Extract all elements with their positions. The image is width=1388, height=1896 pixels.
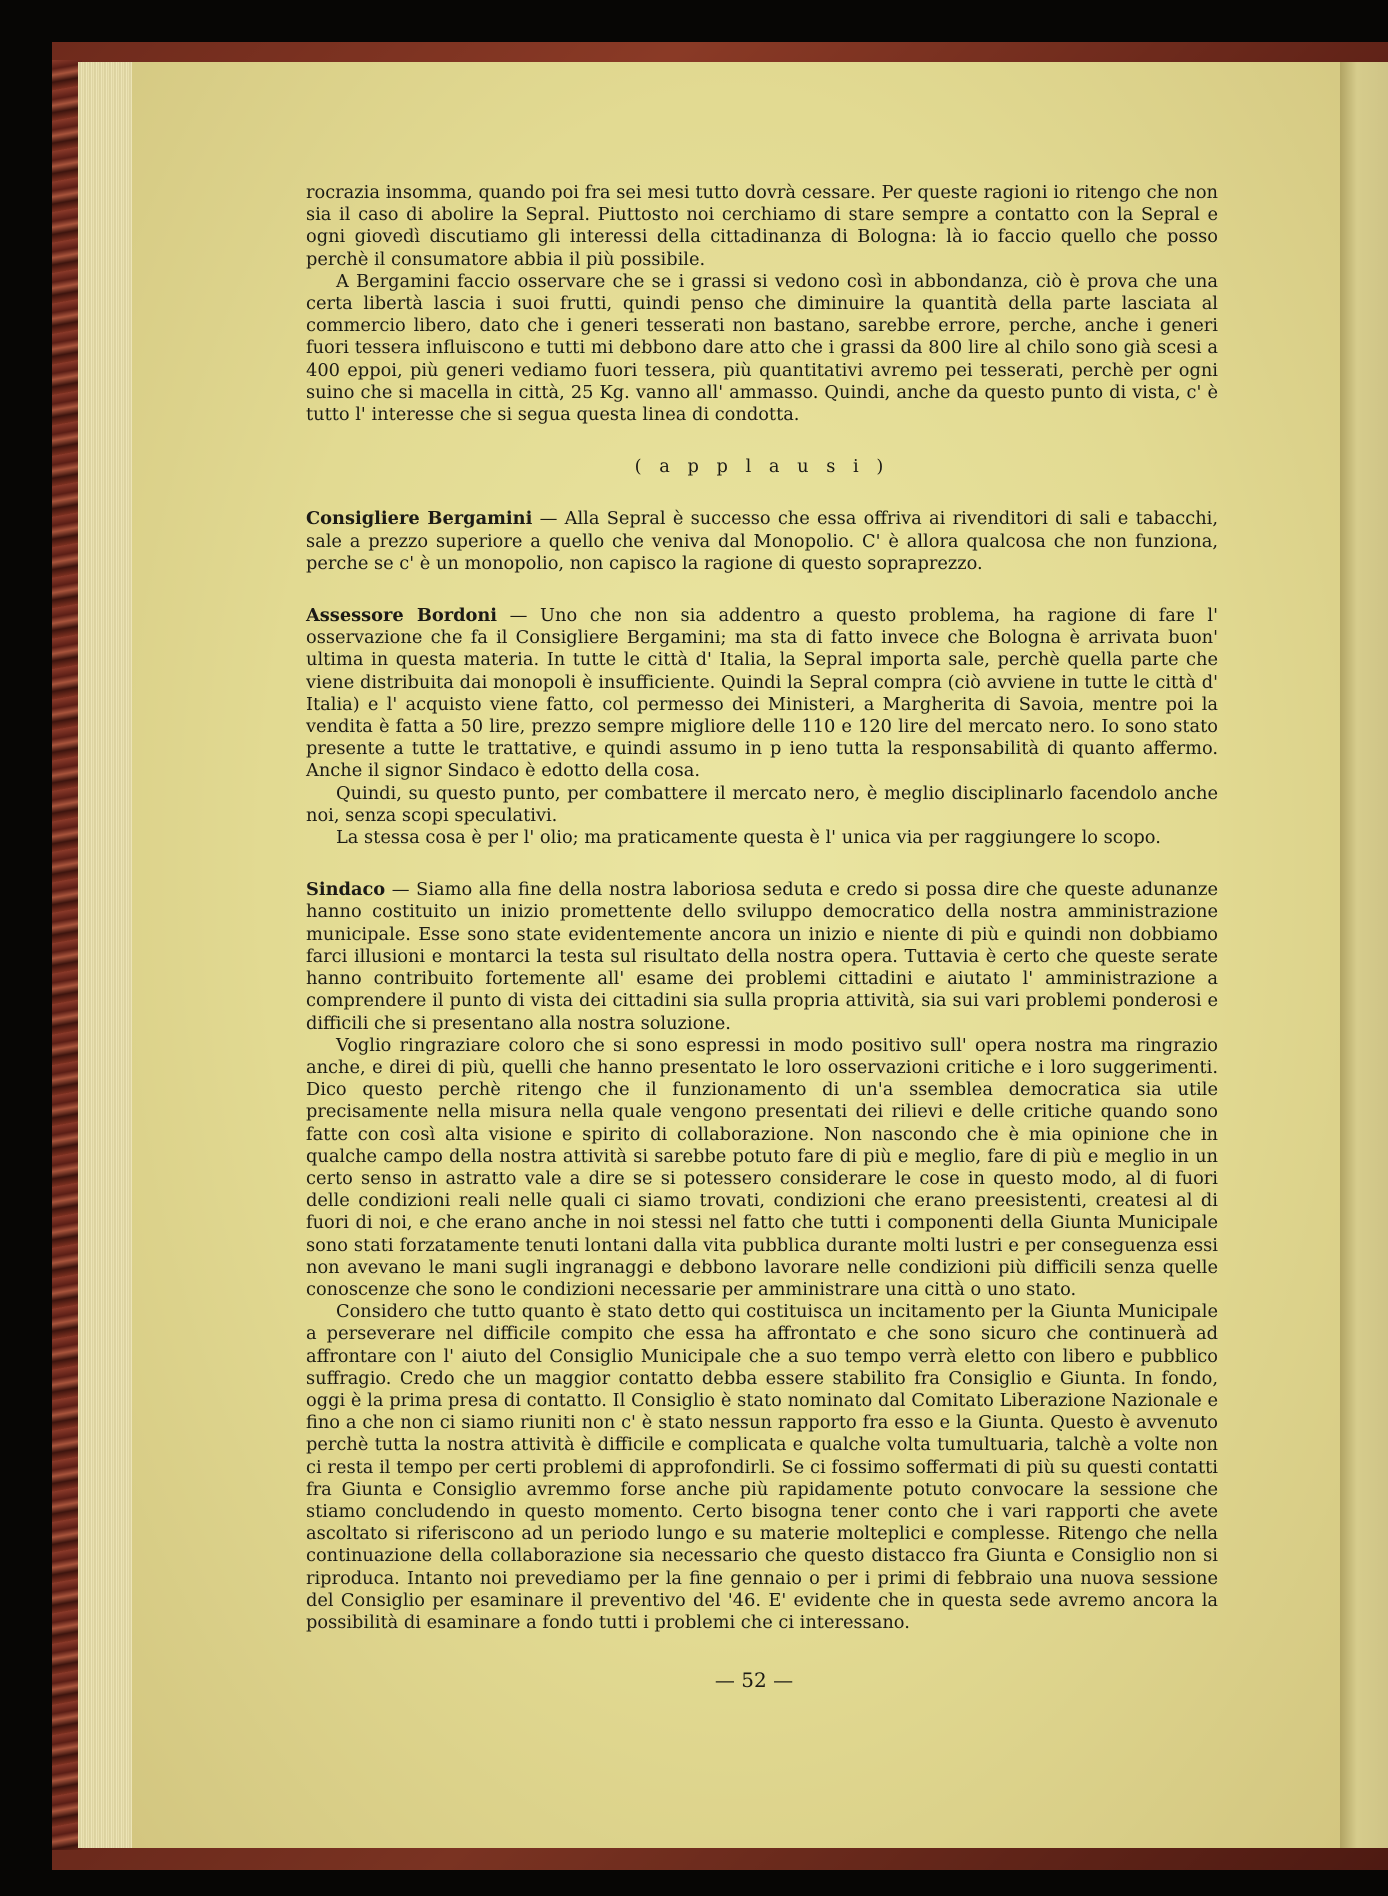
- facing-page-edge: [1336, 62, 1388, 1848]
- speaker-name: Assessore Bordoni: [306, 605, 498, 627]
- paragraph: Considero che tutto quanto è stato detto qui costituisca un incitamento per la Giunta Municipale a perseverare nel difficile compito che essa ha affrontato e che sono sicuro che continuerà ad affrontare con l' aiuto del Consiglio Municipale che a suo tempo verrà eletto con libero e pubblico suffragio. Credo che un maggior contatto debba essere stabilito fra Consiglio e Giunta. In fondo, oggi è la prima presa di contatto. Il Consiglio è stato nominato dal Comitato Liberazione Nazionale e fino a che non ci siamo riuniti non c' è stato nessun rapporto fra esso e la Giunta. Questo è avvenuto perchè tutta la nostra attività è difficile e complicata e qualche volta tumultuaria, talchè a volte non ci resta il tempo per certi problemi di approfondirli. Se ci fossimo soffermati di più su questi contatti fra Giunta e Consiglio avremmo forse anche più rapidamente potuto convocare la sessione che stiamo concludendo in questo momento. Certo bisogna tener conto che i vari rapporti che avete ascoltato si riferiscono ad un periodo lungo e su materie molteplici e complesse. Ritengo che nella continuazione della collaborazione sia necessario che questo distacco fra Giunta e Consiglio non si riproduca. Intanto noi prevediamo per la fine gennaio o per i primi di febbraio una nuova sessione del Consiglio per esaminare il preventivo del '46. E' evidente che in questa sede avremo ancora la possibilità di esaminare a fondo tutti i problemi che ci interessano.: [306, 1301, 1218, 1633]
- page-number: — 52 —: [714, 1668, 794, 1692]
- paragraph: A Bergamini faccio osservare che se i grassi si vedono così in abbondanza, ciò è prova che una certa libertà lascia i suoi frutti, quindi penso che diminuire la quantità della parte lasciata al commercio libero, dato che i generi tesserati non bastano, sarebbe errore, perche, anche i generi fuori tessera influiscono e tutti mi debbono dare atto che i grassi da 800 lire al chilo sono già scesi a 400 eppoi, più generi vediamo fuori tessera, più quantitativi avremo pei tesserati, perchè per ogni suino che si macella in città, 25 Kg. vanno all' ammasso. Quindi, anche da questo punto di vista, c' è tutto l' interesse che si segua questa linea di condotta.: [306, 270, 1218, 426]
- paragraph: La stessa cosa è per l' olio; ma praticamente questa è l' unica via per raggiungere lo scopo.: [336, 827, 1161, 849]
- paragraph: Assessore Bordoni — Uno che non sia addentro a questo problema, ha ragione di fare l' osservazione che fa il Consigliere Bergamini; ma sta di fatto invece che Bologna è arrivata buon' ultima in questa materia. In tutte le città d' Italia, la Sepral importa sale, perchè quella parte che viene distribuita dai monopoli è insufficiente. Quindi la Sepral compra (ciò avviene in tutte le città d' Italia) e l' acquisto viene fatto, col permesso dei Ministeri, a Margherita di Savoia, mentre poi la vendita è fatta a 50 lire, prezzo sempre migliore delle 110 e 120 lire del mercato nero. Io sono stato presente a tutte le trattative, e quindi assumo in p ieno tutta la responsabilità di quanto affermo. Anche il signor Sindaco è edotto della cosa.: [306, 605, 1218, 782]
- page-text: [306, 182, 1218, 1634]
- paragraph: Sindaco — Siamo alla fine della nostra laboriosa seduta e credo si possa dire che queste adunanze hanno costituito un inizio promettente dello sviluppo democratico della nostra amministrazione municipale. Esse sono state evidentemente ancora un inizio e niente di più e quindi non dobbiamo farci illusioni e montarci la testa sul risultato della nostra opera. Tuttavia è certo che queste serate hanno contribuito fortemente all' esame dei problemi cittadini e aiutato l' amministrazione a comprendere il punto di vista dei cittadini sia sulla propria attività, sia sui vari problemi ponderosi e difficili che si presentano alla nostra soluzione.: [306, 879, 1218, 1034]
- paragraph: Voglio ringraziare coloro che si sono espressi in modo positivo sull' opera nostra ma ringrazio anche, e direi di più, quelli che hanno presentato le loro osservazioni critiche e i loro suggerimenti. Dico questo perchè ritengo che il funzionamento di un'a ssemblea democratica sia utile precisamente nella misura nella quale vengono presentati dei rilievi e delle critiche quando sono fatte con così alta visione e spirito di collaborazione. Non nascondo che è mia opinione che in qualche campo della nostra attività si sarebbe potuto fare di più e meglio, fare di più e meglio in un certo senso in astratto vale a dire se si potessero considerare le cose in questo modo, al di fuori delle condizioni reali nelle quali ci siamo trovati, condizioni che erano preesistenti, createsi al di fuori di noi, e che erano anche in noi stessi nel fatto che tutti i componenti della Giunta Municipale sono stati forzatamente tenuti lontani dalla vita pubblica durante molti lustri e per conseguenza essi non avevano le mani sugli ingranaggi e debbono lavorare nelle condizioni più difficili senza quelle conoscenze che sono le condizioni necessarie per amministrare una città o uno stato.: [306, 1034, 1218, 1300]
- speaker-name: Sindaco: [306, 879, 386, 901]
- paragraph: Consigliere Bergamini — Alla Sepral è successo che essa offriva ai rivenditori di sali e tabacchi, sale a prezzo superiore a quello che veniva dal Monopolio. C' è allora qualcosa che non funziona, perche se c' è un monopolio, non capisco la ragione di questo sopraprezzo.: [306, 508, 1219, 574]
- applause-note: ( a p p l a u s i ): [634, 456, 890, 478]
- speaker-name: Consigliere Bergamini: [306, 508, 533, 530]
- paragraph: rocrazia insomma, quando poi fra sei mesi tutto dovrà cessare. Per queste ragioni io ritengo che non sia il caso di abolire la Sepral. Piuttosto noi cerchiamo di stare sempre a contatto con la Sepral e ogni giovedì discutiamo gli interessi della cittadinanza di Bologna: là io faccio quello che posso perchè il consumatore abbia il più possibile.: [306, 182, 1218, 270]
- paragraph: Quindi, su questo punto, per combattere il mercato nero, è meglio disciplinarlo facendolo anche noi, senza scopi speculativi.: [306, 782, 1218, 826]
